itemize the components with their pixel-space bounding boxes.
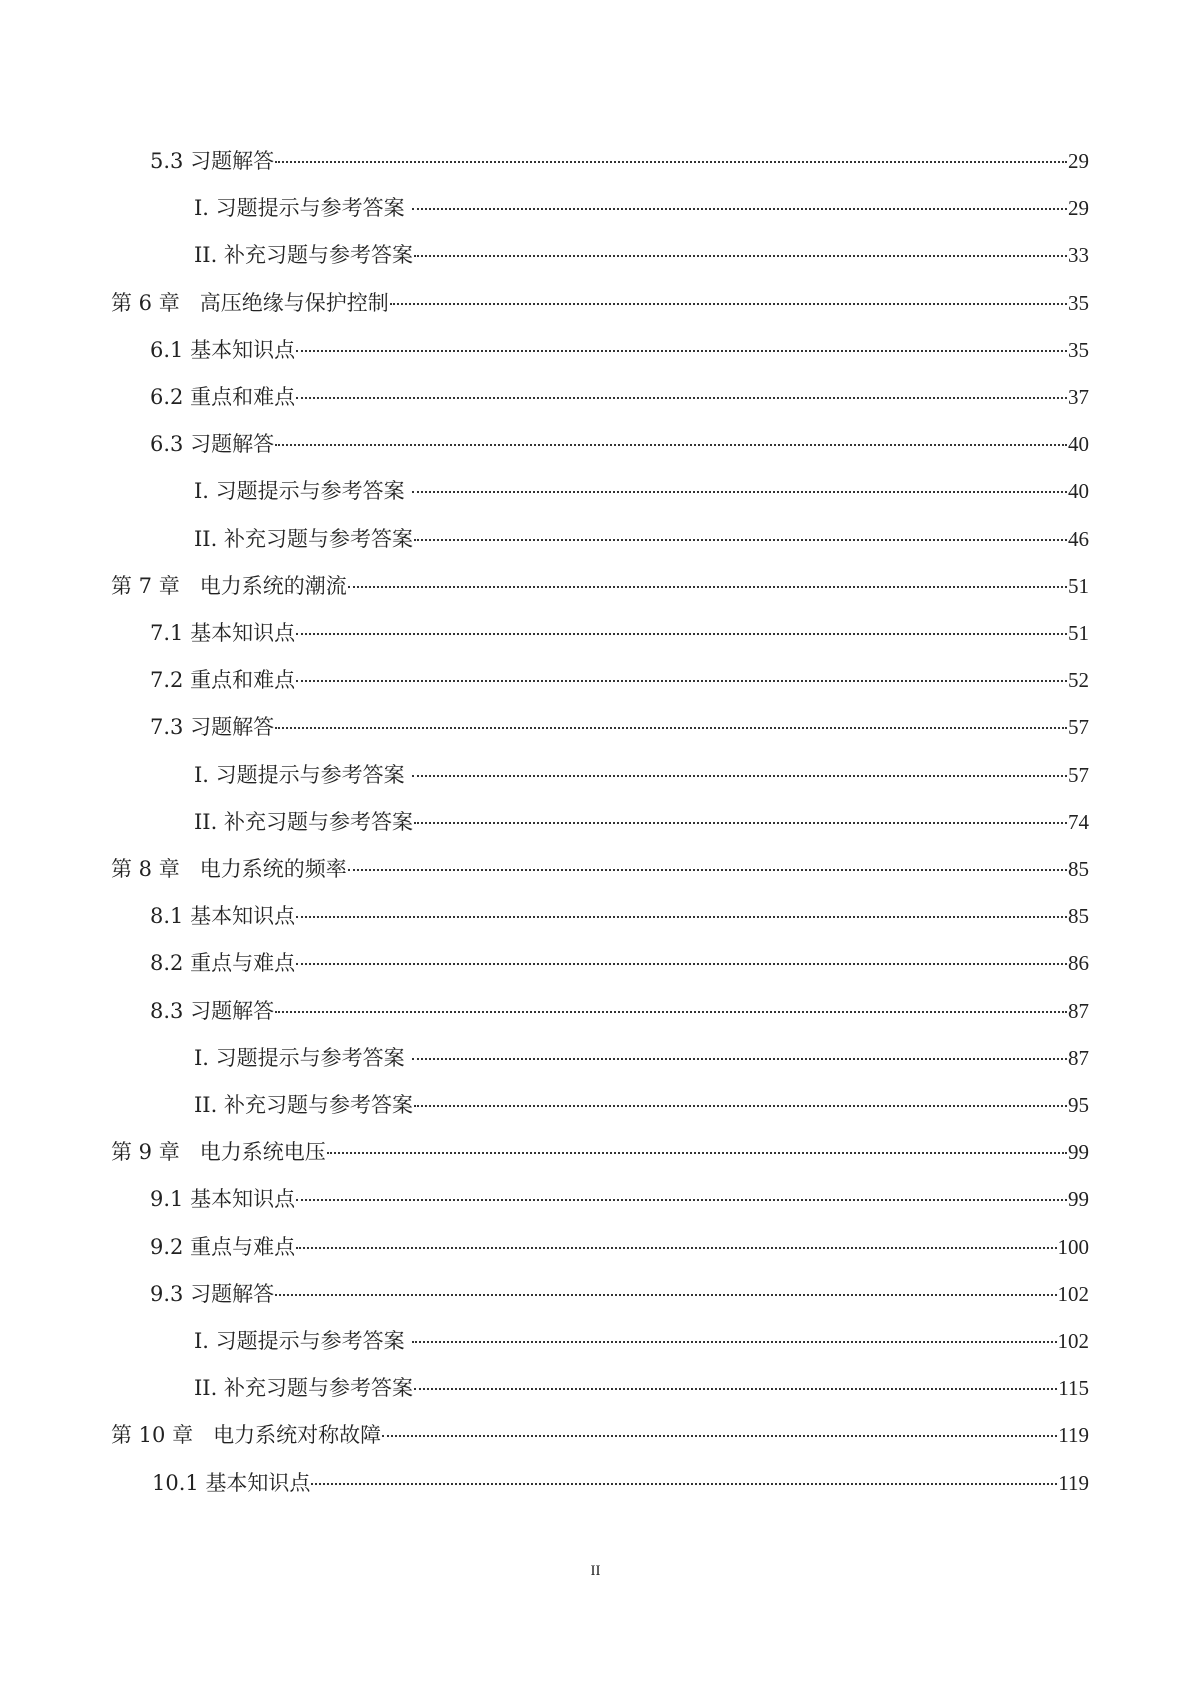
dot-leader <box>348 868 1067 871</box>
dot-leader <box>296 349 1067 352</box>
dot-leader <box>348 585 1067 588</box>
dot-leader <box>412 207 1067 210</box>
dot-leader <box>296 962 1067 965</box>
dot-leader <box>296 1246 1056 1249</box>
toc-entry[interactable] <box>111 853 1089 885</box>
toc-entry[interactable] <box>150 1183 1089 1215</box>
toc-entry-title: 电力系统的潮流 <box>199 573 347 598</box>
toc-entry[interactable] <box>150 900 1089 932</box>
dot-leader <box>275 160 1067 163</box>
toc-entry[interactable] <box>150 1231 1089 1263</box>
toc-entry-title: 习题提示与参考答案 <box>215 762 412 787</box>
toc-entry-number: 7.3 <box>150 715 191 740</box>
toc-entry-page: 29 <box>1068 149 1089 173</box>
dot-leader <box>412 490 1067 493</box>
toc-entry-number: I. <box>194 1045 216 1070</box>
dot-leader <box>414 1387 1057 1390</box>
toc-entry-page: 46 <box>1068 526 1089 551</box>
toc-entry-number: I. <box>194 762 216 787</box>
toc-entry-title: 重点与难点 <box>190 951 296 976</box>
toc-entry-number: II. <box>194 1376 224 1401</box>
dot-leader <box>414 254 1067 257</box>
toc-entry-title: 补充习题与参考答案 <box>223 243 413 268</box>
toc-entry-page: 85 <box>1068 857 1089 881</box>
dot-leader <box>296 1198 1067 1201</box>
toc-entry-number: 9.2 <box>150 1234 191 1259</box>
toc-entry-page: 119 <box>1058 1423 1089 1448</box>
toc-entry[interactable] <box>194 192 1089 224</box>
toc-entry[interactable] <box>111 287 1089 319</box>
toc-entry-page: 86 <box>1068 951 1089 976</box>
toc-entry[interactable] <box>194 806 1089 838</box>
toc-entry-page: 85 <box>1068 904 1089 929</box>
toc-entry-title: 基本知识点 <box>205 1470 311 1495</box>
dot-leader <box>296 679 1067 682</box>
toc-entry-page: 115 <box>1058 1376 1089 1401</box>
toc-entry-title: 补充习题与参考答案 <box>223 1093 413 1117</box>
toc-entry-title: 补充习题与参考答案 <box>223 526 413 551</box>
toc-entry-number: 8.2 <box>150 951 191 976</box>
toc-entry-title: 基本知识点 <box>190 904 296 929</box>
toc-entry-page: 74 <box>1068 809 1089 834</box>
dot-leader <box>412 774 1067 777</box>
toc-entry-number: II. <box>194 809 224 834</box>
toc-entry-title: 电力系统对称故障 <box>213 1423 382 1448</box>
toc-entry[interactable] <box>150 711 1089 743</box>
toc-entry-page: 87 <box>1068 998 1089 1023</box>
toc-entry-number: 6.3 <box>150 432 191 457</box>
dot-leader <box>296 915 1067 918</box>
toc-entry[interactable] <box>194 475 1089 507</box>
toc-entry-page: 102 <box>1057 1329 1089 1353</box>
toc-entry[interactable] <box>150 334 1089 366</box>
toc-entry-title: 习题提示与参考答案 <box>215 479 412 504</box>
toc-entry-title: 习题提示与参考答案 <box>215 196 412 221</box>
toc-entry-page: 40 <box>1068 479 1089 504</box>
dot-leader <box>275 1293 1056 1296</box>
toc-entry-title: 习题解答 <box>190 432 275 457</box>
toc-entry-title: 习题解答 <box>190 715 275 740</box>
toc-entry-title: 电力系统的频率 <box>199 857 347 881</box>
toc-entry-page: 40 <box>1068 432 1089 457</box>
toc-entry-number: 8.3 <box>150 998 191 1023</box>
toc-entry-page: 37 <box>1068 385 1089 409</box>
toc-entry-title: 基本知识点 <box>190 621 296 645</box>
toc-entry[interactable] <box>194 1372 1089 1404</box>
toc-entry-number: I. <box>194 479 216 504</box>
toc-entry-number: II. <box>194 526 224 551</box>
dot-leader <box>414 538 1067 541</box>
toc-entry[interactable] <box>150 381 1089 413</box>
toc-entry[interactable] <box>194 239 1089 271</box>
toc-entry-page: 33 <box>1068 243 1089 268</box>
toc-entry-page: 57 <box>1068 762 1089 787</box>
dot-leader <box>296 396 1067 399</box>
toc-entry-title: 习题解答 <box>190 998 275 1023</box>
dot-leader <box>275 443 1067 446</box>
dot-leader <box>275 1010 1067 1013</box>
toc-entry-page: 29 <box>1068 196 1089 221</box>
toc-entry-title: 习题提示与参考答案 <box>215 1329 412 1353</box>
toc-entry-title: 习题解答 <box>190 149 275 173</box>
toc-entry-page: 35 <box>1068 290 1089 315</box>
toc-entry-title: 电力系统电压 <box>199 1140 326 1165</box>
toc-entry-title: 习题解答 <box>190 1281 275 1306</box>
toc-entry-number: 9.3 <box>150 1281 191 1306</box>
dot-leader <box>390 302 1067 305</box>
dot-leader <box>296 632 1067 635</box>
toc-entry-page: 102 <box>1057 1281 1089 1306</box>
toc-entry-number: 9.1 <box>150 1187 191 1212</box>
toc-entry[interactable] <box>194 523 1089 555</box>
toc-entry[interactable] <box>194 1089 1089 1121</box>
toc-entry-page: 52 <box>1068 668 1089 693</box>
toc-entry[interactable] <box>152 1467 1089 1499</box>
toc-entry-number: 8.1 <box>150 904 191 929</box>
toc-entry-title: 基本知识点 <box>190 337 296 362</box>
toc-entry[interactable] <box>111 570 1089 602</box>
toc-entry-page: 87 <box>1068 1045 1089 1070</box>
toc-entry-number: 7.2 <box>150 668 191 693</box>
toc-entry[interactable] <box>150 428 1089 460</box>
dot-leader <box>327 1151 1067 1154</box>
toc-entry-title: 补充习题与参考答案 <box>223 1376 413 1401</box>
toc-entry[interactable] <box>111 1419 1089 1451</box>
toc-entry-number: I. <box>194 1329 216 1353</box>
toc-entry-number: 第 7 章 <box>111 573 200 598</box>
dot-leader <box>382 1434 1057 1437</box>
toc-entry-title: 习题提示与参考答案 <box>215 1045 412 1070</box>
dot-leader <box>414 821 1067 824</box>
toc-entry-number: 第 8 章 <box>111 857 200 881</box>
dot-leader <box>412 1340 1056 1343</box>
toc-entry-number: 7.1 <box>150 621 191 645</box>
dot-leader <box>412 1057 1067 1060</box>
dot-leader <box>414 1104 1067 1107</box>
toc-entry-title: 高压绝缘与保护控制 <box>199 290 389 315</box>
toc-entry-number: 第 9 章 <box>111 1140 200 1165</box>
toc-entry-page: 51 <box>1068 573 1089 598</box>
toc-entry[interactable] <box>150 947 1089 979</box>
toc-entry-page: 99 <box>1068 1140 1089 1165</box>
toc-entry-page: 99 <box>1068 1187 1089 1212</box>
toc-entry[interactable] <box>111 1136 1089 1168</box>
dot-leader <box>275 726 1067 729</box>
toc-entry-number: 10.1 <box>152 1470 206 1495</box>
toc-entry-page: 51 <box>1068 621 1089 645</box>
toc-entry-number: I. <box>194 196 216 221</box>
toc-entry-title: 重点和难点 <box>190 385 296 409</box>
toc-entry[interactable] <box>150 664 1089 696</box>
toc-entry[interactable] <box>194 1325 1089 1357</box>
toc-entry-title: 补充习题与参考答案 <box>223 809 413 834</box>
toc-entry[interactable] <box>150 145 1089 177</box>
toc-entry-page: 119 <box>1058 1470 1089 1495</box>
toc-entry-number: 6.1 <box>150 337 191 362</box>
toc-entry-number: 6.2 <box>150 385 191 409</box>
toc-entry[interactable] <box>150 617 1089 649</box>
toc-entry-number: 5.3 <box>150 149 191 173</box>
toc-entry-title: 基本知识点 <box>190 1187 296 1212</box>
toc-entry[interactable] <box>194 1042 1089 1074</box>
toc-entry-title: 重点和难点 <box>190 668 296 693</box>
toc-entry[interactable] <box>150 1278 1089 1310</box>
toc-entry-number: 第 10 章 <box>111 1423 214 1448</box>
toc-entry-number: II. <box>194 243 224 268</box>
toc-entry-title: 重点与难点 <box>190 1234 296 1259</box>
toc-entry-number: II. <box>194 1093 224 1117</box>
toc-entry-page: 35 <box>1068 337 1089 362</box>
page-number: II <box>590 1563 601 1579</box>
toc-entry-number: 第 6 章 <box>111 290 200 315</box>
toc-entry-page: 100 <box>1057 1234 1089 1259</box>
toc-entry[interactable] <box>150 995 1089 1027</box>
dot-leader <box>311 1482 1057 1485</box>
toc-entry-page: 57 <box>1068 715 1089 740</box>
toc-entry[interactable] <box>194 759 1089 791</box>
toc-entry-page: 95 <box>1068 1093 1089 1117</box>
